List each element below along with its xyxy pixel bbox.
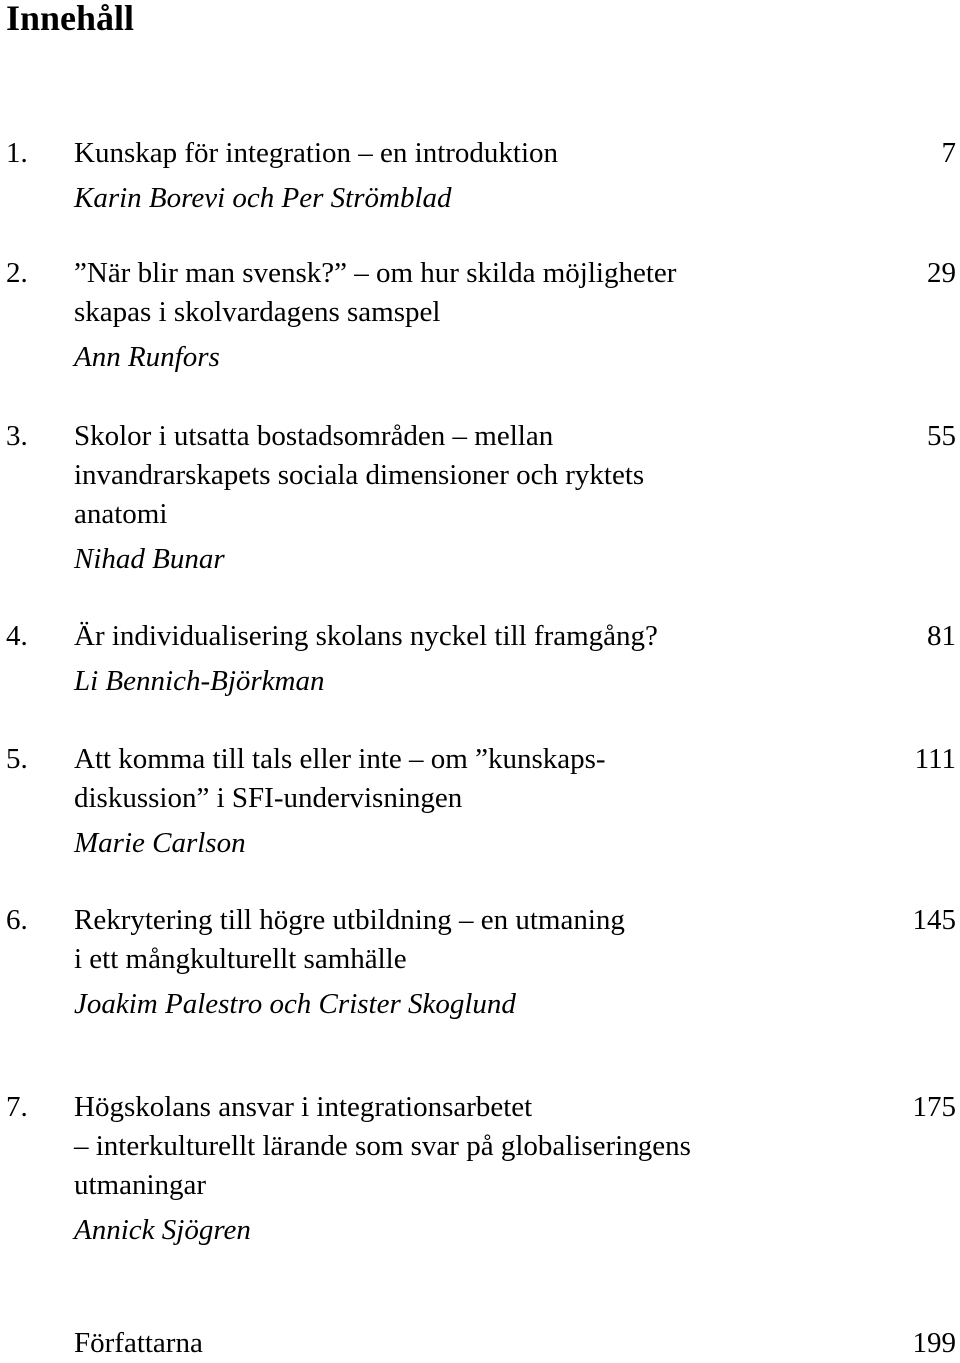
entry-author: Annick Sjögren xyxy=(74,1214,251,1246)
entry-title-line: Att komma till tals eller inte – om ”kunskaps- xyxy=(74,743,606,775)
entry-title-line: anatomi xyxy=(74,498,168,530)
entry-title-line: diskussion” i SFI-undervisningen xyxy=(74,782,463,814)
entry-title-line: Rekrytering till högre utbildning – en utmaning xyxy=(74,904,625,936)
entry-author: Karin Borevi och Per Strömblad xyxy=(74,182,452,214)
entry-page-number: 55 xyxy=(927,420,956,452)
entry-author: Nihad Bunar xyxy=(74,543,225,575)
entry-page-number: 175 xyxy=(912,1091,956,1123)
entry-number: 3. xyxy=(6,420,28,452)
entry-body xyxy=(74,901,874,1024)
entry-body xyxy=(74,1324,874,1363)
entry-title-line: Är individualisering skolans nyckel till framgång? xyxy=(74,620,658,652)
entry-title-line: invandrarskapets sociala dimensioner och ryktets xyxy=(74,459,645,491)
entry-title-line: Kunskap för integration – en introduktion xyxy=(74,137,559,169)
entry-page-number: 199 xyxy=(912,1327,956,1359)
entry-author: Ann Runfors xyxy=(74,341,220,373)
entry-number: 2. xyxy=(6,257,28,289)
entry-title-line: ”När blir man svensk?” – om hur skilda möjligheter xyxy=(74,257,677,289)
entry-page-number: 111 xyxy=(914,743,956,775)
entry-body xyxy=(74,617,874,701)
entry-author: Marie Carlson xyxy=(74,827,246,859)
entry-title-line: utmaningar xyxy=(74,1169,207,1201)
page-title: Innehåll xyxy=(6,0,135,38)
entry-author: Li Bennich-Björkman xyxy=(74,665,325,697)
entry-body xyxy=(74,134,874,218)
entry-body xyxy=(74,417,874,579)
entry-page-number: 145 xyxy=(912,904,956,936)
entry-author: Joakim Palestro och Crister Skoglund xyxy=(74,988,516,1020)
entry-page-number: 7 xyxy=(941,137,956,169)
entry-body xyxy=(74,740,874,863)
entry-title-line: – interkulturellt lärande som svar på globaliseringens xyxy=(74,1130,691,1162)
entry-title-line: Skolor i utsatta bostadsområden – mellan xyxy=(74,420,554,452)
entry-title-line: i ett mångkulturellt samhälle xyxy=(74,943,407,975)
entry-number: 4. xyxy=(6,620,28,652)
entry-number: 6. xyxy=(6,904,28,936)
entry-title-line: Författarna xyxy=(74,1327,203,1359)
entry-number: 1. xyxy=(6,137,28,169)
entry-body xyxy=(74,1088,874,1250)
entry-body xyxy=(74,254,874,377)
entry-title-line: skapas i skolvardagens samspel xyxy=(74,296,441,328)
entry-page-number: 29 xyxy=(927,257,956,289)
entry-title-line: Högskolans ansvar i integrationsarbetet xyxy=(74,1091,533,1123)
entry-number: 5. xyxy=(6,743,28,775)
entry-page-number: 81 xyxy=(927,620,956,652)
entry-number: 7. xyxy=(6,1091,28,1123)
